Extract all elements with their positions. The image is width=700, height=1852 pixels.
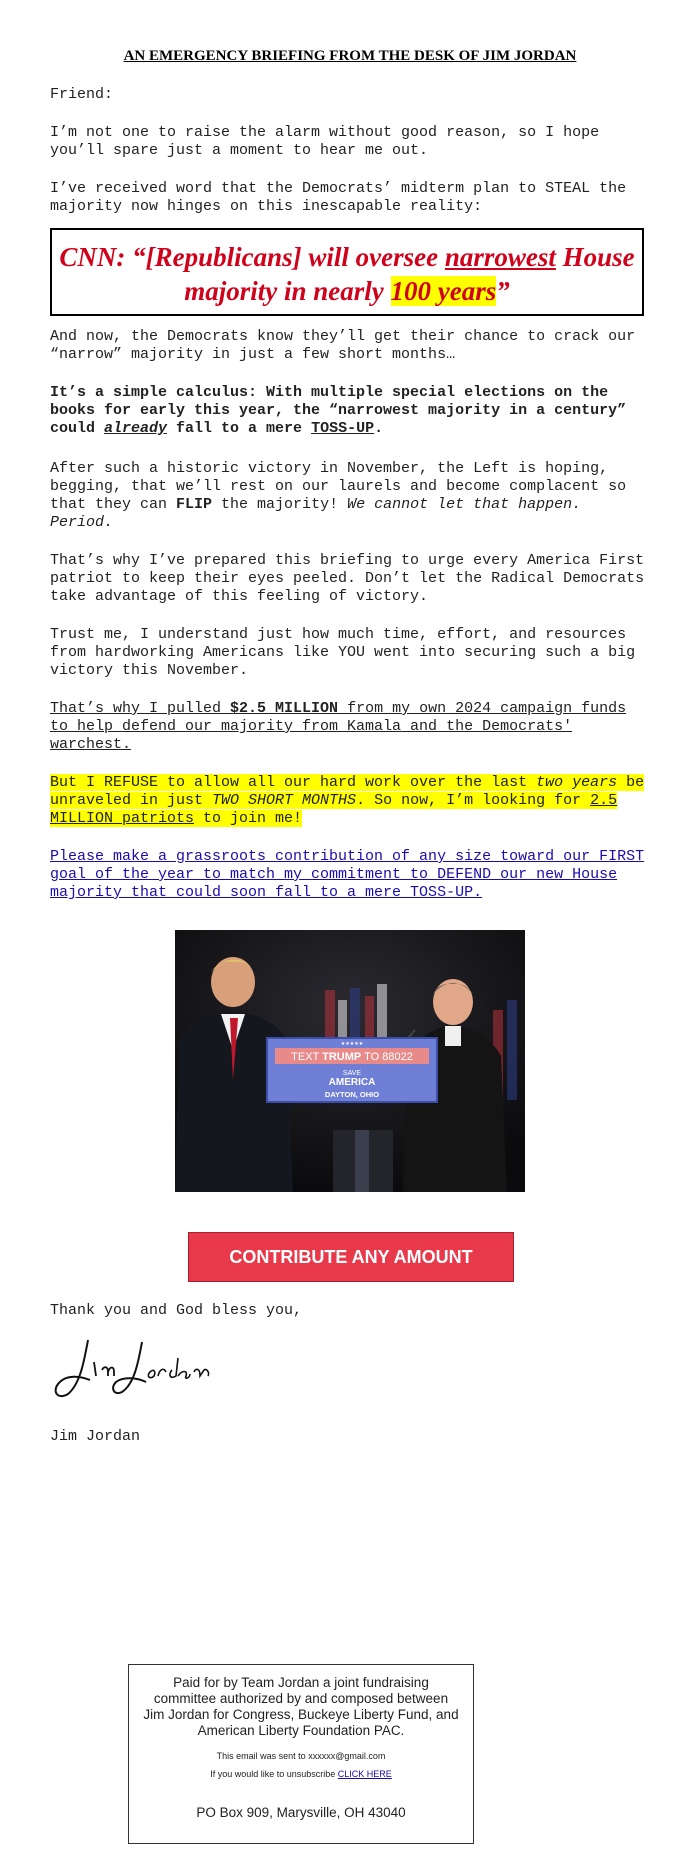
p4-text-b: fall to a mere — [167, 420, 312, 437]
paragraph-6: That’s why I’ve prepared this briefing to urge every America First patriot to keep their eyes peeled. Don’t let the Radical Democrats take advantage of this feeling of victory. — [50, 552, 645, 605]
p8-text-b: from my own 2024 campaign funds to help defend our majority from Kamala and the Democrats' warchest. — [50, 700, 627, 753]
paragraph-2: I’ve received word that the Democrats’ midterm plan to STEAL the majority now hinges on this inescapable reality: — [50, 180, 627, 215]
greeting: Friend: — [50, 86, 114, 103]
paragraph-5 — [50, 460, 650, 532]
footer-unsubscribe — [129, 1769, 473, 1779]
signature — [50, 1332, 230, 1402]
p4-tossup: TOSS-UP — [311, 420, 375, 437]
p9-text-b: be unraveled in just — [50, 774, 645, 809]
signature-image — [50, 1332, 230, 1402]
contribution-link-paragraph — [50, 848, 650, 902]
footer-address: PO Box 909, Marysville, OH 43040 — [196, 1805, 406, 1820]
page-title: AN EMERGENCY BRIEFING FROM THE DESK OF JIM JORDAN — [123, 48, 577, 64]
quote-underlined: narrowest — [444, 242, 556, 272]
rally-photo-illustration — [175, 930, 525, 1192]
p9-patriots: 2.5 MILLION patriots — [50, 792, 618, 827]
footer-sent-to: This email was sent to xxxxxx@gmail.com — [216, 1751, 386, 1761]
p5-italic: We cannot let that happen. Period. — [50, 496, 582, 531]
quote-text-3: ” — [496, 276, 510, 306]
p9-text-a: But I REFUSE to allow all our hard work over the last — [50, 774, 537, 791]
p9-text-c: . So now, I’m looking for — [356, 792, 591, 809]
sign-city: DAYTON, OHIO — [324, 1090, 380, 1099]
p8-text-a: That’s why I pulled — [50, 700, 231, 717]
p4-already: already — [104, 420, 168, 437]
quote-highlighted: 100 years — [390, 276, 497, 306]
unsubscribe-link[interactable]: CLICK HERE — [337, 1769, 392, 1779]
sign-text-trump: TEXT TRUMP TO 88022 — [291, 1051, 413, 1063]
p9-two-months: TWO SHORT MONTHS — [212, 792, 357, 809]
contribution-link[interactable]: Please make a grassroots contribution of any size toward our FIRST goal of the year to match my commitment to DEFEND our new House majority that could soon fall to a mere TOSS-UP. — [50, 848, 645, 901]
unsubscribe-text: If you would like to unsubscribe — [210, 1769, 338, 1779]
paragraph-7: Trust me, I understand just how much time, effort, and resources from hardworking Americans like YOU went into securing such a big victory this November. — [50, 626, 636, 679]
p5-text-a: After such a historic victory in November, the Left is hoping, begging, that we’ll rest on our laurels and become complacent so that they can — [50, 460, 627, 513]
contribute-button[interactable]: CONTRIBUTE ANY AMOUNT — [188, 1232, 514, 1282]
sign-save: SAVE — [342, 1070, 362, 1077]
paragraph-3: And now, the Democrats know they’ll get their chance to crack our “narrow” majority in just a few short months… — [50, 328, 636, 363]
closing-name: Jim Jordan — [50, 1428, 141, 1445]
p9-two-years: two years — [536, 774, 618, 791]
closing-thanks: Thank you and God bless you, — [50, 1302, 303, 1319]
p5-text-b: the majority! — [212, 496, 348, 513]
paragraph-8 — [50, 700, 650, 754]
p8-amount: $2.5 MILLION — [230, 700, 339, 717]
quote-text-1: CNN: “[Republicans] will oversee — [59, 242, 445, 272]
paragraph-9 — [50, 774, 650, 828]
rally-photo[interactable] — [175, 930, 525, 1192]
sign-america: AMERICA — [328, 1077, 376, 1088]
footer-paid-for: Paid for by Team Jordan a joint fundraising committee authorized by and composed between Jim Jordan for Congress, Buckeye Liberty Fund, and American Liberty Foundation PAC. — [143, 1675, 459, 1738]
p4-text-c: . — [374, 420, 384, 437]
paragraph-1: I’m not one to raise the alarm without good reason, so I hope you’ll spare just a moment to hear me out. — [50, 124, 600, 159]
footer-box — [128, 1664, 474, 1844]
quote-text-2: House majority in nearly — [184, 242, 635, 306]
p5-flip: FLIP — [176, 496, 213, 513]
p9-text-d: to join me! — [194, 810, 303, 827]
cnn-quote-box — [50, 228, 644, 316]
p4-text-a: It’s a simple calculus: With multiple special elections on the books for early this year, the “narrowest majority in a century” could — [50, 384, 627, 437]
sign-stars: ★★★★★ — [340, 1041, 364, 1047]
paragraph-4 — [50, 384, 650, 438]
